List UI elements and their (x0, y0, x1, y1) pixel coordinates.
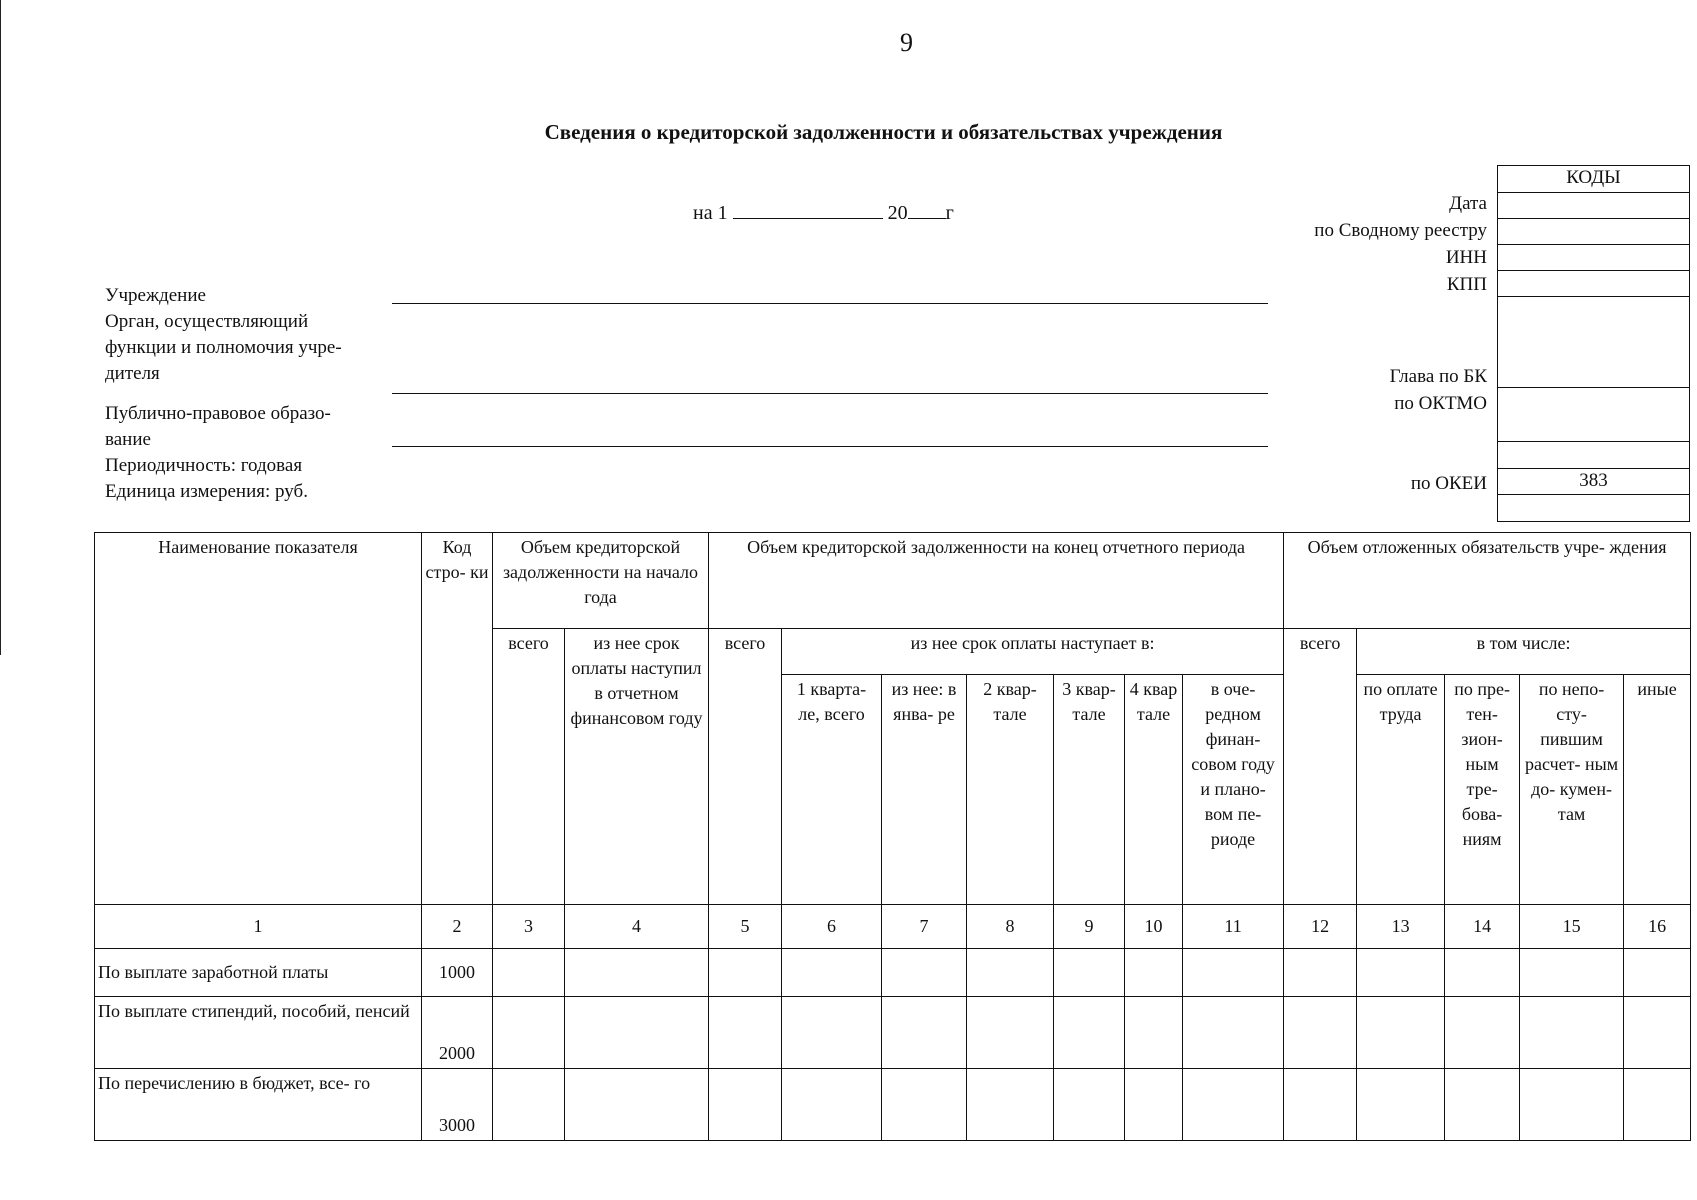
data-cell[interactable] (1624, 1069, 1691, 1141)
codes-box (1497, 165, 1690, 522)
header-end-total: всего (709, 629, 782, 905)
header-including: в том числе: (1357, 629, 1691, 675)
header-indicator-name: Наименование показателя (95, 533, 422, 905)
date-year-blank[interactable] (908, 200, 946, 219)
column-number: 16 (1624, 905, 1691, 949)
data-cell[interactable] (1357, 997, 1445, 1069)
header-labor: по оплате труда (1357, 675, 1445, 905)
codes-oktmo-cell[interactable] (1498, 388, 1689, 442)
header-q2: 2 квар- тале (967, 675, 1054, 905)
date-suffix: г (945, 202, 954, 224)
column-number: 9 (1054, 905, 1125, 949)
row-code: 2000 (422, 997, 493, 1069)
public-entity-fill-line[interactable] (392, 446, 1268, 447)
data-cell[interactable] (493, 997, 565, 1069)
data-cell[interactable] (1284, 997, 1357, 1069)
column-number: 12 (1284, 905, 1357, 949)
institution-fill-line[interactable] (392, 303, 1268, 304)
codes-spacer-cell[interactable] (1498, 442, 1689, 469)
header-q1: 1 кварта- ле, всего (782, 675, 882, 905)
data-cell[interactable] (1183, 949, 1284, 997)
column-number: 10 (1125, 905, 1183, 949)
data-cell[interactable] (1624, 997, 1691, 1069)
column-number: 15 (1520, 905, 1624, 949)
row-code: 3000 (422, 1069, 493, 1141)
column-number: 6 (782, 905, 882, 949)
column-number: 7 (882, 905, 967, 949)
row-code: 1000 (422, 949, 493, 997)
header-group-start-of-year: Объем кредиторской задолженности на начало года (493, 533, 709, 629)
codes-header: КОДЫ (1498, 166, 1689, 193)
codes-okei-label: по ОКЕИ (1410, 473, 1487, 494)
codes-bk-cell[interactable] (1498, 297, 1689, 388)
data-cell[interactable] (882, 997, 967, 1069)
document-title: Сведения о кредиторской задолженности и обязательствах учреждения (544, 120, 1223, 144)
founder-fill-line[interactable] (392, 393, 1268, 394)
label-public-entity-1: Публично-правовое образо- (105, 403, 331, 424)
column-number: 3 (493, 905, 565, 949)
data-cell[interactable] (565, 997, 709, 1069)
codes-date-label: Дата (1449, 193, 1487, 214)
label-periodicity: Периодичность: годовая (105, 455, 303, 476)
data-cell[interactable] (1624, 949, 1691, 997)
codes-registry-label: по Сводному реестру (1314, 220, 1487, 241)
date-day-month-blank[interactable] (733, 200, 883, 219)
header-q3: 3 квар- тале (1054, 675, 1125, 905)
data-cell[interactable] (1445, 997, 1520, 1069)
data-cell[interactable] (1054, 949, 1125, 997)
column-numbers-row (95, 905, 1691, 949)
data-cell[interactable] (782, 949, 882, 997)
column-number: 4 (565, 905, 709, 949)
data-cell[interactable] (782, 1069, 882, 1141)
header-group-end-of-period: Объем кредиторской задолженности на конец отчетного периода (709, 533, 1284, 629)
row-name: По выплате заработной платы (95, 949, 422, 997)
data-cell[interactable] (967, 1069, 1054, 1141)
codes-kpp-cell[interactable] (1498, 271, 1689, 297)
date-prefix: на 1 (693, 202, 728, 224)
data-cell[interactable] (1445, 1069, 1520, 1141)
label-founder-2: функции и полномочия учре- (105, 337, 342, 358)
header-due-in: из нее срок оплаты наступает в: (782, 629, 1284, 675)
data-cell[interactable] (882, 1069, 967, 1141)
table-row (95, 1069, 1691, 1141)
column-number: 5 (709, 905, 782, 949)
label-unit: Единица измерения: руб. (105, 481, 308, 502)
column-number: 1 (95, 905, 422, 949)
data-cell[interactable] (1520, 997, 1624, 1069)
data-cell[interactable] (1183, 1069, 1284, 1141)
data-cell[interactable] (709, 949, 782, 997)
header-start-overdue: из нее срок оплаты наступил в отчетном финансовом году (565, 629, 709, 905)
codes-bottom-cell[interactable] (1498, 495, 1689, 521)
codes-okei-cell: 383 (1498, 469, 1689, 495)
column-number: 2 (422, 905, 493, 949)
header-pending-docs: по непо- сту- пившим расчет- ным до- кумен- там (1520, 675, 1624, 905)
data-cell[interactable] (1054, 1069, 1125, 1141)
codes-oktmo-label: по ОКТМО (1394, 393, 1487, 414)
codes-registry-cell[interactable] (1498, 219, 1689, 245)
data-cell[interactable] (1520, 1069, 1624, 1141)
header-group-deferred: Объем отложенных обязательств учре- ждения (1284, 533, 1691, 629)
data-cell[interactable] (493, 949, 565, 997)
header-claims: по пре- тен- зион- ным тре- бова- ниям (1445, 675, 1520, 905)
data-cell[interactable] (709, 997, 782, 1069)
data-cell[interactable] (1445, 949, 1520, 997)
data-cell[interactable] (1284, 949, 1357, 997)
header-january: из нее: в янва- ре (882, 675, 967, 905)
data-cell[interactable] (882, 949, 967, 997)
debt-table (94, 532, 1691, 1141)
column-number: 11 (1183, 905, 1284, 949)
data-cell[interactable] (1125, 1069, 1183, 1141)
codes-kpp-label: КПП (1446, 274, 1487, 295)
header-deferred-total: всего (1284, 629, 1357, 905)
label-founder-1: Орган, осуществляющий (105, 311, 309, 332)
data-cell[interactable] (1357, 1069, 1445, 1141)
data-cell[interactable] (565, 1069, 709, 1141)
codes-inn-cell[interactable] (1498, 245, 1689, 271)
header-next-year: в оче- редном финан- совом году и плано- вом пе- риоде (1183, 675, 1284, 905)
label-institution: Учреждение (105, 285, 206, 306)
row-name: По выплате стипендий, пособий, пенсий (95, 997, 422, 1069)
header-start-total: всего (493, 629, 565, 905)
data-cell[interactable] (1357, 949, 1445, 997)
data-cell[interactable] (1125, 997, 1183, 1069)
data-cell[interactable] (967, 949, 1054, 997)
data-cell[interactable] (709, 1069, 782, 1141)
table-row (95, 949, 1691, 997)
column-number: 14 (1445, 905, 1520, 949)
data-cell[interactable] (493, 1069, 565, 1141)
label-public-entity-2: вание (105, 429, 151, 450)
data-cell[interactable] (1054, 997, 1125, 1069)
header-other: иные (1624, 675, 1691, 905)
page-number: 9 (900, 28, 913, 57)
header-line-code: Код стро- ки (422, 533, 493, 905)
report-date-line (693, 200, 954, 225)
page-edge-line (0, 0, 1, 655)
label-founder-3: дителя (105, 363, 160, 384)
column-number: 13 (1357, 905, 1445, 949)
table-row (95, 997, 1691, 1069)
date-year-prefix: 20 (887, 202, 908, 224)
data-cell[interactable] (782, 997, 882, 1069)
data-cell[interactable] (565, 949, 709, 997)
column-number: 8 (967, 905, 1054, 949)
row-name: По перечислению в бюджет, все- го (95, 1069, 422, 1141)
codes-inn-label: ИНН (1445, 247, 1487, 268)
header-q4: 4 квар тале (1125, 675, 1183, 905)
codes-date-cell[interactable] (1498, 193, 1689, 219)
data-cell[interactable] (1284, 1069, 1357, 1141)
data-cell[interactable] (967, 997, 1054, 1069)
data-cell[interactable] (1183, 997, 1284, 1069)
data-cell[interactable] (1520, 949, 1624, 997)
data-cell[interactable] (1125, 949, 1183, 997)
codes-bk-label: Глава по БК (1389, 366, 1487, 387)
